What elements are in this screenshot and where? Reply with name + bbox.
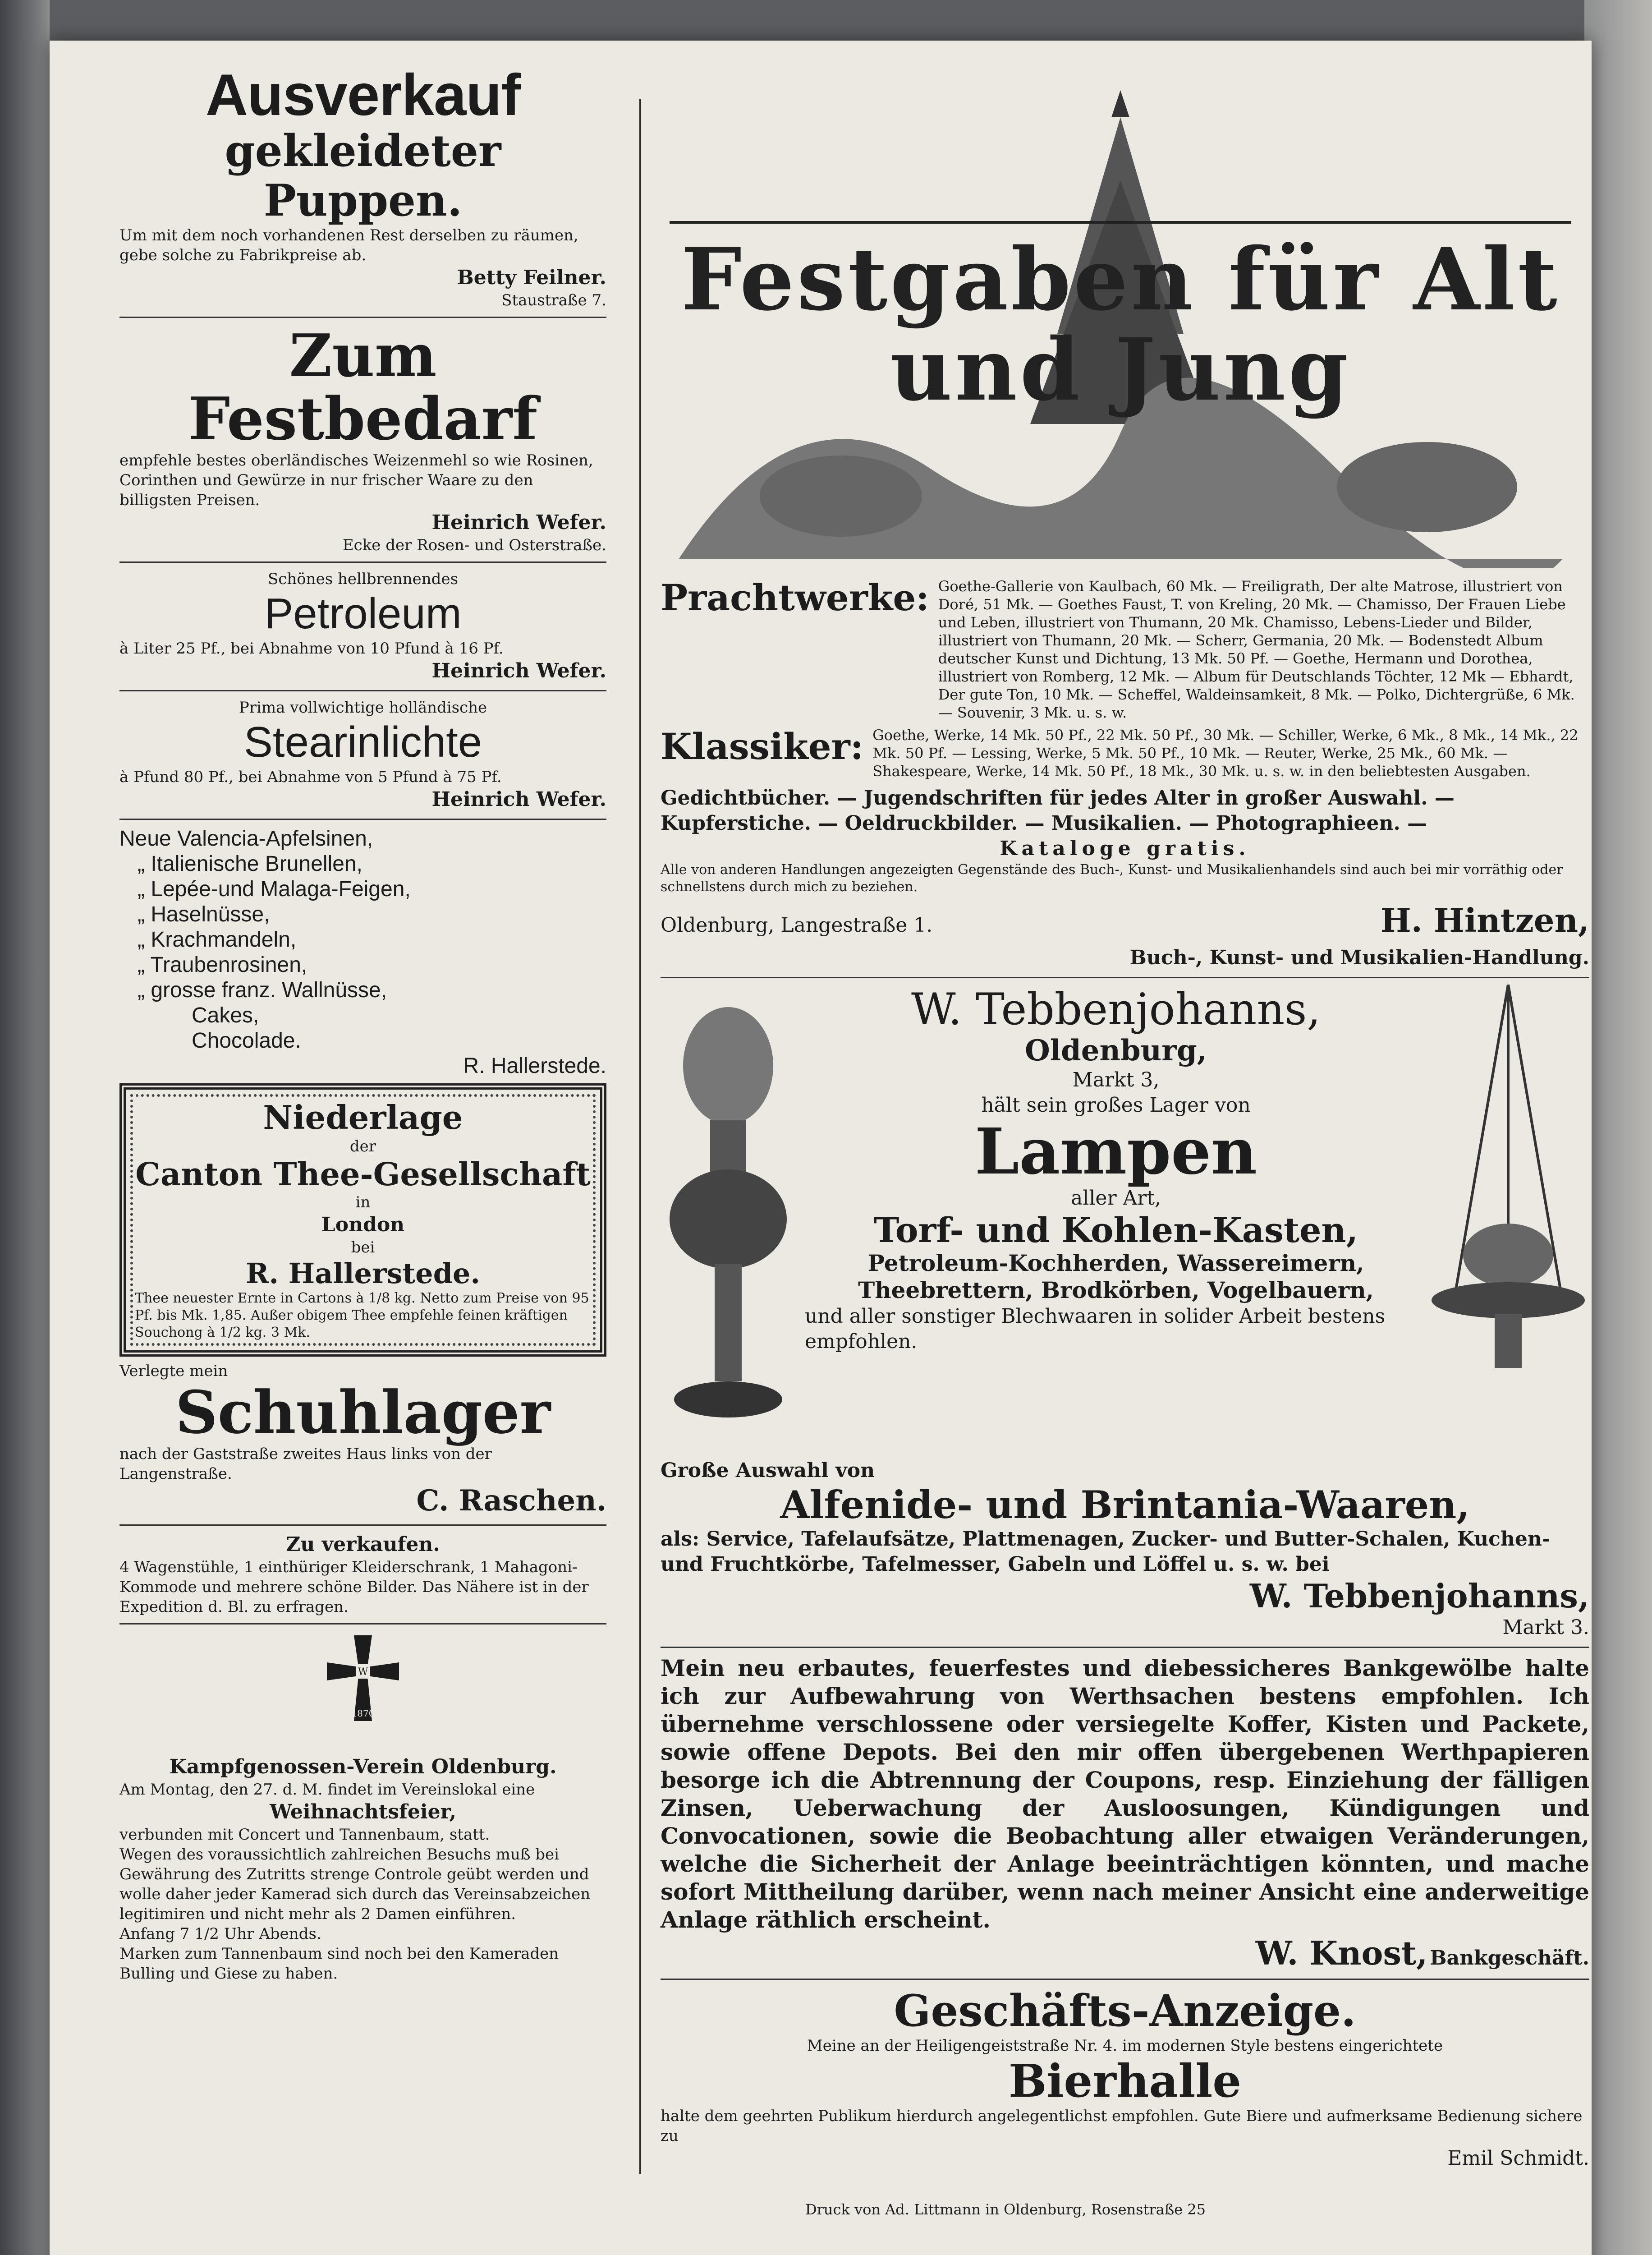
- pracht-label: Prachtwerke:: [661, 576, 929, 619]
- ad-event: Weihnachtsfeier,: [270, 1800, 456, 1823]
- tebben-name: W. Tebbenjohanns,: [911, 984, 1321, 1035]
- bierhalle-owner: Emil Schmidt.: [1447, 2147, 1589, 2170]
- ad-text: Thee neuester Ernte in Cartons à 1/8 kg. Netto zum Preise von 95 Pf. bis Mk. 1,85. Außer obigem Thee empfehle feinen kräftigen Souchong à 1/2 kg. 3 Mk.: [135, 1290, 589, 1340]
- ad-niederlage: [119, 1083, 606, 1357]
- ad-line: Anfang 7 1/2 Uhr Abends.: [119, 1925, 321, 1943]
- bierhalle-line: Meine an der Heiligengeiststraße Nr. 4. im modernen Style bestens eingerichtete: [807, 2037, 1443, 2055]
- ad-verkaufen: [119, 1532, 606, 1617]
- ad-name: Heinrich Wefer.: [431, 788, 606, 811]
- ad-company: Canton Thee-Gesellschaft: [135, 1155, 591, 1193]
- banner-title: Festgaben für Alt und Jung: [681, 229, 1560, 420]
- ad-text: Um mit dem noch vorhandenen Rest derselben zu räumen, gebe solche zu Fabrikpreise ab.: [119, 226, 578, 264]
- ad-text: empfehle bestes oberländisches Weizenmehl so wie Rosinen, Corinthen und Gewürze in nur frischer Waare zu den billigsten Preisen.: [119, 451, 593, 509]
- divider: [661, 1979, 1589, 1980]
- ad-subtitle: gekleideter Puppen.: [225, 125, 501, 226]
- fruit-line: „ Krachmandeln,: [138, 928, 297, 952]
- ad-kampfgenossen: [119, 1631, 606, 1983]
- gedicht-line: Gedichtbücher. — Jugendschriften für jedes Alter in großer Auswahl. — Kupferstiche. — Oeldruckbilder. — Musikalien. — Photographieen. —: [661, 787, 1455, 835]
- tebben-items: Petroleum-Kochherden, Wassereimern, Theebrettern, Brodkörben, Vogelbauern,: [858, 1250, 1374, 1303]
- ad-fruits: [119, 826, 606, 1079]
- ad-title: Zum Festbedarf: [188, 321, 538, 453]
- ad-der: der: [349, 1137, 376, 1155]
- divider: [119, 1524, 606, 1526]
- ad-bei: bei: [351, 1238, 375, 1256]
- fruit-line: „ Lepée-und Malaga-Feigen,: [138, 877, 411, 901]
- ad-petroleum: [119, 569, 606, 684]
- tebben-line: hält sein großes Lager von: [981, 1094, 1251, 1117]
- tebben-addr: Markt 3,: [1072, 1068, 1160, 1091]
- alfenide-text: als: Service, Tafelaufsätze, Plattmenagen, Zucker- und Butter-Schalen, Kuchen- und Fruchtkörbe, Tafelmesser, Gabeln und Löffel u. s. w. bei: [661, 1528, 1551, 1576]
- divider: [119, 690, 606, 691]
- ad-pretext: Verlegte mein: [119, 1362, 228, 1380]
- hintzen-sub: Buch-, Kunst- und Musikalien-Handlung.: [1129, 946, 1589, 969]
- ad-stearin: [119, 698, 606, 812]
- divider: [119, 561, 606, 563]
- divider: [661, 1647, 1589, 1648]
- klassiker-text: Goethe, Werke, 14 Mk. 50 Pf., 22 Mk. 50 Pf., 30 Mk. — Schiller, Werke, 6 Mk., 8 Mk., 14 Mk., 22 Mk. 50 Pf. — Lessing, Werke, 5 Mk. 50 Pf., 10 Mk. — Reuter, Werke, 25 Mk., 60 Mk. — Shakespeare, Werke, 14 Mk. 50 Pf., 18 Mk., 30 Mk. u. s. w. in den beliebtesten Ausgaben.: [872, 727, 1579, 780]
- knost-text: Mein neu erbautes, feuerfestes und diebessicheres Bankgewölbe halte ich zur Aufbewahrung von Werthsachen bestens empfohlen. Ich übernehme verschlossene oder versiegelte Koffer, Kisten und Packete, sowie offene Depots. Bei den mir offen übergebenen Werthpapieren besorge ich die Abtrennung der Coupons, resp. Einziehung der fälligen Zinsen, Ueberwachung der Ausloosungen, Kündigungen und Convocationen, sowie die Beobachtung aller etwaigen Veränderungen, welche die Sicherheit der Anlage beeinträchtigen könnten, und mache sofort Mittheilung darüber, wenn nach meiner Ansicht eine anderweitige Anlage räthlich erscheint.: [661, 1655, 1589, 1933]
- fruit-line: „ Italienische Brunellen,: [138, 852, 363, 876]
- ad-knost: [661, 1654, 1589, 1972]
- bierhalle-title: Geschäfts-Anzeige.: [894, 1985, 1356, 2036]
- ad-title: Petroleum: [264, 589, 462, 638]
- ad-name: R. Hallerstede.: [463, 1054, 606, 1078]
- ad-pretext: Schönes hellbrennendes: [267, 570, 459, 588]
- ad-title: Stearinlichte: [243, 718, 482, 766]
- ad-address: Ecke der Rosen- und Osterstraße.: [342, 536, 606, 554]
- ad-line: Marken zum Tannenbaum sind noch bei den Kameraden Bulling und Giese zu haben.: [119, 1945, 559, 1983]
- ad-name: R. Hallerstede.: [245, 1257, 481, 1290]
- ad-title: Ausverkauf: [205, 62, 521, 128]
- left-column: [119, 63, 606, 1983]
- hintzen-name: H. Hintzen,: [1380, 901, 1589, 939]
- ad-name: C. Raschen.: [416, 1484, 606, 1518]
- ad-text: 4 Wagenstühle, 1 einthüriger Kleiderschrank, 1 Mahagoni-Kommode und mehrere schöne Bilder. Das Nähere ist in der Expedition d. Bl. zu erfragen.: [119, 1558, 589, 1616]
- ad-tebbenjohanns: [661, 985, 1589, 1458]
- ad-pretext: Prima vollwichtige holländische: [239, 699, 487, 717]
- festgaben-illustration: [661, 63, 1580, 568]
- alfenide-title: Alfenide- und Brintania-Waaren,: [780, 1482, 1470, 1527]
- ad-name: Heinrich Wefer.: [431, 511, 606, 534]
- klassiker-label: Klassiker:: [661, 725, 864, 768]
- fruit-line: Chocolade.: [192, 1029, 301, 1053]
- ad-title: Kampfgenossen-Verein Oldenburg.: [169, 1755, 557, 1778]
- ad-text: nach der Gaststraße zweites Haus links von der Langenstraße.: [119, 1445, 492, 1483]
- fruit-line: Cakes,: [192, 1003, 259, 1027]
- bierhalle-name: Bierhalle: [1009, 2054, 1241, 2108]
- tebben-city: Oldenburg,: [1024, 1034, 1207, 1068]
- ad-name: Heinrich Wefer.: [431, 659, 606, 682]
- ad-bierhalle: [661, 1986, 1589, 2171]
- ad-line: Am Montag, den 27. d. M. findet im Vereinslokal eine: [119, 1781, 535, 1799]
- scan-binding-edge: [0, 0, 50, 2255]
- hintzen-city: Oldenburg, Langestraße 1.: [661, 914, 933, 937]
- divider: [119, 819, 606, 820]
- tebben-aller: aller Art,: [1071, 1187, 1161, 1210]
- tebben-tail: und aller sonstiger Blechwaaren in solider Arbeit bestens empfohlen.: [805, 1305, 1386, 1353]
- scan-right-edge: [1584, 0, 1652, 2255]
- ad-text: à Pfund 80 Pf., bei Abnahme von 5 Pfund à 75 Pf.: [119, 768, 502, 786]
- ad-festbedarf: [119, 321, 606, 555]
- ad-city: London: [321, 1213, 405, 1236]
- ad-name: Betty Feilner.: [457, 266, 606, 289]
- ad-in: in: [355, 1193, 371, 1211]
- fruit-line: „ Traubenrosinen,: [138, 953, 307, 977]
- table-lamp-icon: [661, 1003, 796, 1436]
- ad-ausverkauf: [119, 63, 606, 310]
- alle-line: Alle von anderen Handlungen angezeigten Gegenstände des Buch-, Kunst- und Musikalienhandels sind auch bei mir vorräthig oder schnellstens durch mich zu beziehen.: [661, 862, 1563, 895]
- tebben-sub: Torf- und Kohlen-Kasten,: [873, 1210, 1358, 1250]
- ad-text: à Liter 25 Pf., bei Abnahme von 10 Pfund à 16 Pf.: [119, 640, 504, 658]
- right-column: [661, 63, 1589, 2171]
- alfenide-name: W. Tebbenjohanns,: [1249, 1577, 1589, 1615]
- column-divider: [639, 99, 641, 2174]
- divider: [119, 317, 606, 318]
- bierhalle-text: halte dem geehrten Publikum hierdurch angelegentlichst empfohlen. Gute Biere und aufmerksame Bedienung sichere zu: [661, 2107, 1583, 2145]
- ad-line: verbunden mit Concert und Tannenbaum, statt.: [119, 1826, 490, 1844]
- printer-footer: Druck von Ad. Littmann in Oldenburg, Rosenstraße 25: [805, 2201, 1206, 2218]
- alfenide-pre: Große Auswahl von: [661, 1459, 875, 1482]
- hanging-lamp-icon: [1427, 985, 1589, 1381]
- ad-address: Staustraße 7.: [501, 291, 606, 309]
- ad-title: Zu verkaufen.: [286, 1533, 440, 1556]
- divider: [119, 1623, 606, 1625]
- knost-name: W. Knost,: [1255, 1934, 1428, 1972]
- kataloge-line: Kataloge gratis.: [1000, 837, 1250, 860]
- ad-schuhlager: [119, 1361, 606, 1518]
- fruit-line: „ grosse franz. Wallnüsse,: [138, 978, 387, 1002]
- tebben-title: Lampen: [974, 1115, 1257, 1189]
- ad-alfenide: [661, 1458, 1589, 1640]
- ad-title: Schuhlager: [175, 1378, 551, 1447]
- divider: [661, 977, 1589, 978]
- ad-hintzen: [661, 577, 1589, 971]
- ad-line: Wegen des voraussichtlich zahlreichen Besuchs muß bei Gewährung des Zutritts strenge Controle geübt werden und wolle daher jeder Kamerad sich durch das Vereinsabzeichen legitimiren und nicht mehr als 2 Damen einführen.: [119, 1845, 591, 1923]
- ad-title: Niederlage: [263, 1098, 463, 1137]
- iron-cross-icon: [322, 1631, 404, 1748]
- knost-sub: Bankgeschäft.: [1430, 1947, 1589, 1970]
- pracht-text: Goethe-Gallerie von Kaulbach, 60 Mk. — Freiligrath, Der alte Matrose, illustriert von Doré, 51 Mk. — Goethes Faust, T. von Kreling, 20 Mk. — Chamisso, Der Frauen Liebe und Leben, illustriert von Thumann, 20 Mk. Chamisso, Lebens-Lieder und Bilder, illustriert von Thumann, 20 Mk. — Scherr, Germania, 20 Mk. — Bodenstedt Album deutscher Kunst und Dichtung, 13 Mk. 50 Pf. — Goethe, Hermann und Dorothea, illustriert von Romberg, 12 Mk. — Album für Deutschlands Töchter, 12 Mk — Ebhardt, Der gute Ton, 10 Mk. — Scheffel, Waldeinsamkeit, 8 Mk. — Polko, Dichtergrüße, 6 Mk. — Souvenir, 3 Mk. u. s. w.: [938, 578, 1575, 721]
- fruit-line: „ Haselnüsse,: [138, 902, 270, 926]
- cross-letter: W: [358, 1666, 368, 1678]
- cross-year: 1870: [351, 1708, 375, 1719]
- alfenide-addr: Markt 3.: [1502, 1616, 1589, 1639]
- fruit-line: Neue Valencia-Apfelsinen,: [119, 827, 373, 851]
